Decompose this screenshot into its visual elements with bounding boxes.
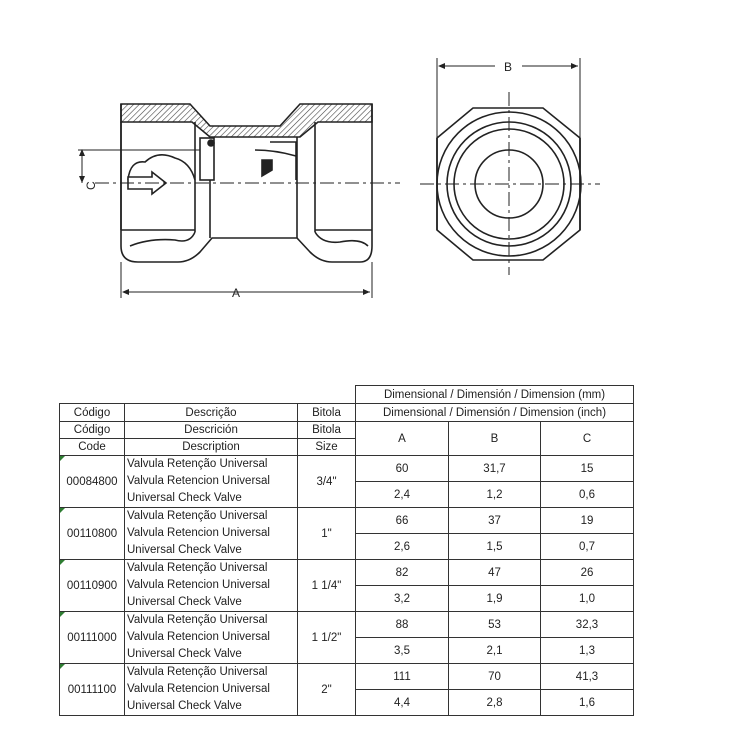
- technical-drawing: [0, 0, 730, 330]
- header-code-es: Código: [60, 422, 125, 439]
- value-c-mm: 26: [541, 560, 634, 586]
- value-c-inch: 0,7: [541, 534, 634, 560]
- table-row: [60, 456, 634, 482]
- description-pt: Valvula Retenção Universal: [127, 614, 268, 626]
- table-row: [60, 560, 634, 586]
- value-a-mm: 111: [356, 664, 449, 690]
- value-c-mm: 19: [541, 508, 634, 534]
- header-size-pt: Bitola: [298, 404, 356, 422]
- dimension-header-mm: Dimensional / Dimensión / Dimension (mm): [356, 386, 634, 404]
- description-en: Universal Check Valve: [127, 700, 242, 712]
- header-col-b: B: [449, 422, 541, 456]
- description-en: Universal Check Valve: [127, 492, 242, 504]
- value-a-inch: 4,4: [356, 690, 449, 716]
- product-size: 3/4": [298, 456, 356, 508]
- description-pt: Valvula Retenção Universal: [127, 562, 268, 574]
- header-code-pt: Código: [60, 404, 125, 422]
- description-es: Valvula Retencion Universal: [127, 475, 270, 487]
- dimension-header-inch: Dimensional / Dimensión / Dimension (inch): [356, 404, 634, 422]
- value-c-mm: 41,3: [541, 664, 634, 690]
- product-description: [125, 560, 298, 612]
- product-size: 2": [298, 664, 356, 716]
- header-description-en: Description: [125, 439, 298, 456]
- value-b-mm: 53: [449, 612, 541, 638]
- value-c-inch: 1,6: [541, 690, 634, 716]
- product-description: [125, 612, 298, 664]
- value-b-mm: 70: [449, 664, 541, 690]
- header-col-a: A: [356, 422, 449, 456]
- value-b-inch: 2,1: [449, 638, 541, 664]
- value-a-inch: 3,2: [356, 586, 449, 612]
- value-b-inch: 1,9: [449, 586, 541, 612]
- dimension-b-label: B: [503, 60, 513, 74]
- description-es: Valvula Retencion Universal: [127, 527, 270, 539]
- description-pt: Valvula Retenção Universal: [127, 510, 268, 522]
- value-c-inch: 1,3: [541, 638, 634, 664]
- description-es: Valvula Retencion Universal: [127, 683, 270, 695]
- header-description-es: Descrición: [125, 422, 298, 439]
- product-description: [125, 508, 298, 560]
- value-c-inch: 1,0: [541, 586, 634, 612]
- header-size-es: Bitola: [298, 422, 356, 439]
- value-b-inch: 1,5: [449, 534, 541, 560]
- value-b-inch: 1,2: [449, 482, 541, 508]
- value-a-inch: 3,5: [356, 638, 449, 664]
- product-code: 00110900: [60, 560, 125, 612]
- value-b-mm: 47: [449, 560, 541, 586]
- description-en: Universal Check Valve: [127, 544, 242, 556]
- value-a-mm: 60: [356, 456, 449, 482]
- dimension-c-label: C: [84, 181, 98, 190]
- value-a-mm: 82: [356, 560, 449, 586]
- product-code: 00084800: [60, 456, 125, 508]
- product-code: 00110800: [60, 508, 125, 560]
- header-code-en: Code: [60, 439, 125, 456]
- value-c-mm: 32,3: [541, 612, 634, 638]
- dimension-a: [121, 262, 372, 298]
- value-a-inch: 2,4: [356, 482, 449, 508]
- value-b-inch: 2,8: [449, 690, 541, 716]
- product-description: [125, 456, 298, 508]
- value-c-mm: 15: [541, 456, 634, 482]
- product-code: 00111100: [60, 664, 125, 716]
- table-row: [60, 508, 634, 534]
- value-a-mm: 88: [356, 612, 449, 638]
- value-a-inch: 2,6: [356, 534, 449, 560]
- header-description-pt: Descrição: [125, 404, 298, 422]
- end-view-crosshair: [420, 92, 600, 275]
- value-c-inch: 0,6: [541, 482, 634, 508]
- description-pt: Valvula Retenção Universal: [127, 458, 268, 470]
- product-size: 1": [298, 508, 356, 560]
- header-col-c: C: [541, 422, 634, 456]
- value-b-mm: 31,7: [449, 456, 541, 482]
- description-es: Valvula Retencion Universal: [127, 579, 270, 591]
- description-pt: Valvula Retenção Universal: [127, 666, 268, 678]
- specification-table: [59, 385, 634, 716]
- product-description: [125, 664, 298, 716]
- value-b-mm: 37: [449, 508, 541, 534]
- description-en: Universal Check Valve: [127, 648, 242, 660]
- product-code: 00111000: [60, 612, 125, 664]
- header-size-en: Size: [298, 439, 356, 456]
- table-row: [60, 664, 634, 690]
- description-en: Universal Check Valve: [127, 596, 242, 608]
- description-es: Valvula Retencion Universal: [127, 631, 270, 643]
- product-size: 1 1/2": [298, 612, 356, 664]
- product-size: 1 1/4": [298, 560, 356, 612]
- dimension-a-label: A: [231, 286, 241, 300]
- table-row: [60, 612, 634, 638]
- value-a-mm: 66: [356, 508, 449, 534]
